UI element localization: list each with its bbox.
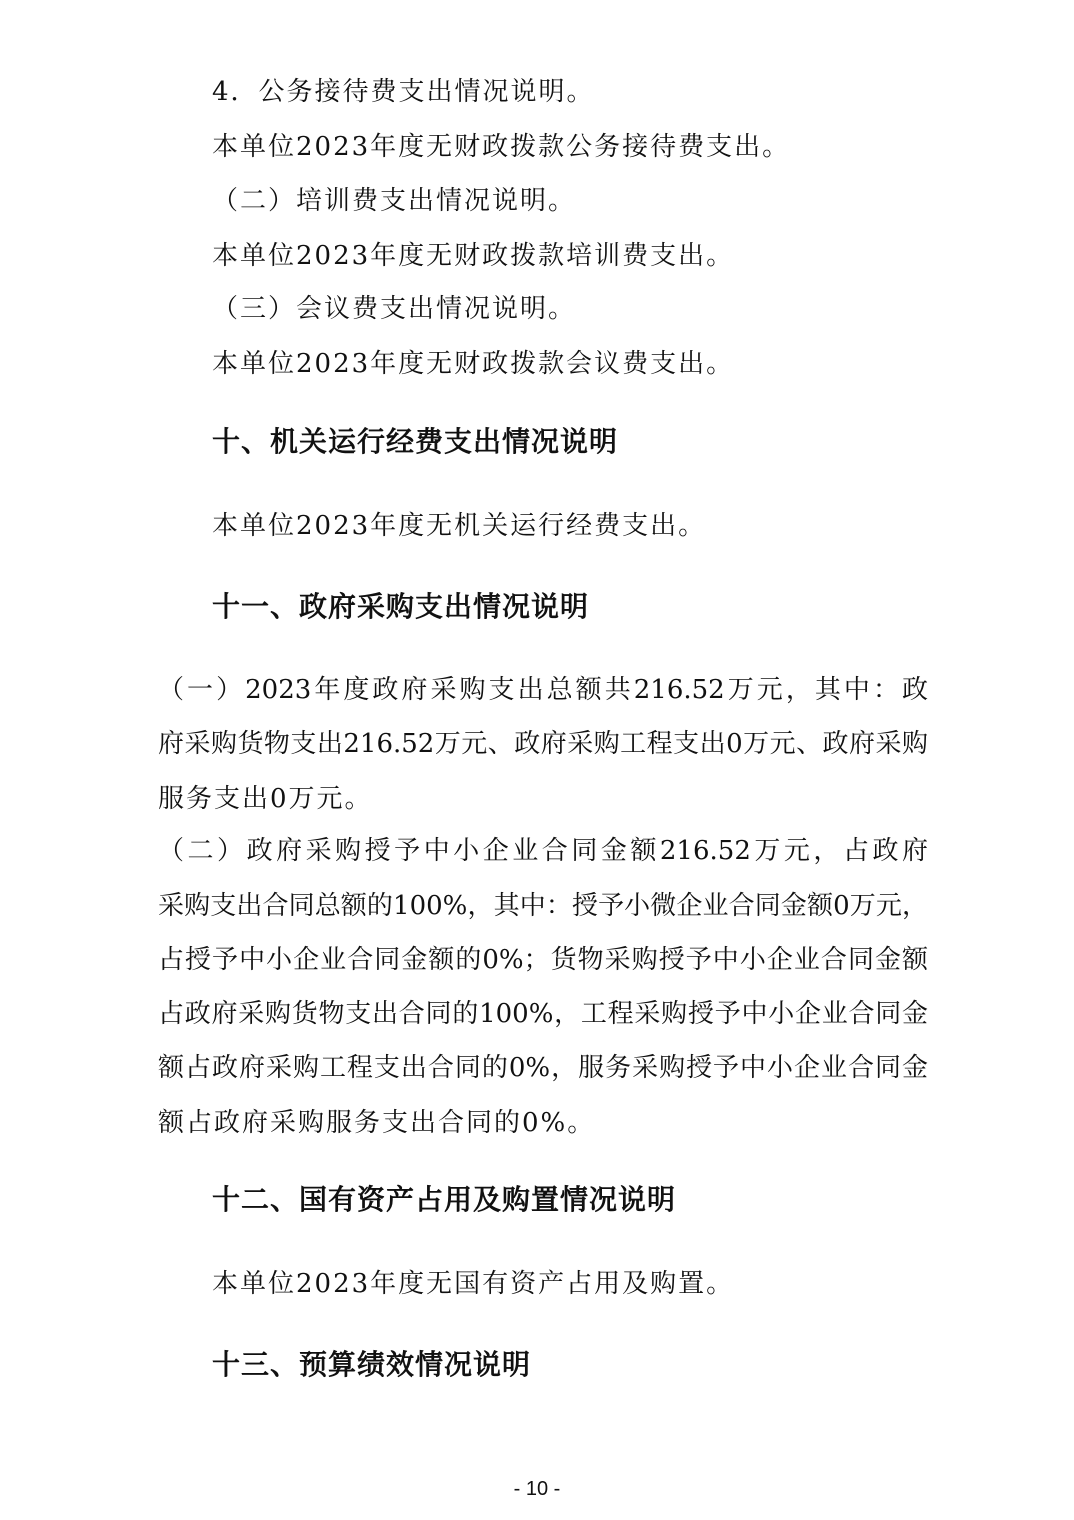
paragraph-reception: 本单位2023年度无财政拨款公务接待费支出。 [212, 132, 791, 162]
paragraph-procurement-line-3: 服务支出0万元。 [158, 784, 373, 814]
paragraph-sme-line-2: 采购支出合同总额的100%，其中：授予小微企业合同金额0万元， [158, 891, 928, 921]
section-heading-11: 十一、政府采购支出情况说明 [212, 590, 590, 623]
paragraph-procurement-line-1: （一）2023年度政府采购支出总额共216.52万元，其中：政 [158, 675, 928, 705]
subsection-title-meeting: （三）会议费支出情况说明。 [212, 294, 577, 324]
section-heading-13: 十三、预算绩效情况说明 [212, 1348, 532, 1381]
paragraph-sme-line-6: 额占政府采购服务支出合同的0%。 [158, 1108, 596, 1138]
paragraph-state-assets: 本单位2023年度无国有资产占用及购置。 [212, 1269, 735, 1299]
section-heading-10: 十、机关运行经费支出情况说明 [212, 425, 619, 458]
paragraph-meeting: 本单位2023年度无财政拨款会议费支出。 [212, 349, 735, 379]
subsection-title-training: （二）培训费支出情况说明。 [212, 186, 577, 216]
paragraph-sme-line-5: 额占政府采购工程支出合同的0%，服务采购授予中小企业合同金 [158, 1053, 928, 1083]
page-number: - 10 - [513, 1478, 561, 1500]
subsection-title-reception: 4．公务接待费支出情况说明。 [212, 77, 595, 107]
section-heading-12: 十二、国有资产占用及购置情况说明 [212, 1183, 677, 1216]
paragraph-operating-expenses: 本单位2023年度无机关运行经费支出。 [212, 511, 707, 541]
paragraph-sme-line-1: （二）政府采购授予中小企业合同金额216.52万元，占政府 [158, 836, 928, 866]
paragraph-procurement-line-2: 府采购货物支出216.52万元、政府采购工程支出0万元、政府采购 [158, 729, 928, 759]
paragraph-sme-line-4: 占政府采购货物支出合同的100%，工程采购授予中小企业合同金 [158, 999, 928, 1029]
paragraph-sme-line-3: 占授予中小企业合同金额的0%；货物采购授予中小企业合同金额 [158, 945, 928, 975]
paragraph-training: 本单位2023年度无财政拨款培训费支出。 [212, 241, 735, 271]
